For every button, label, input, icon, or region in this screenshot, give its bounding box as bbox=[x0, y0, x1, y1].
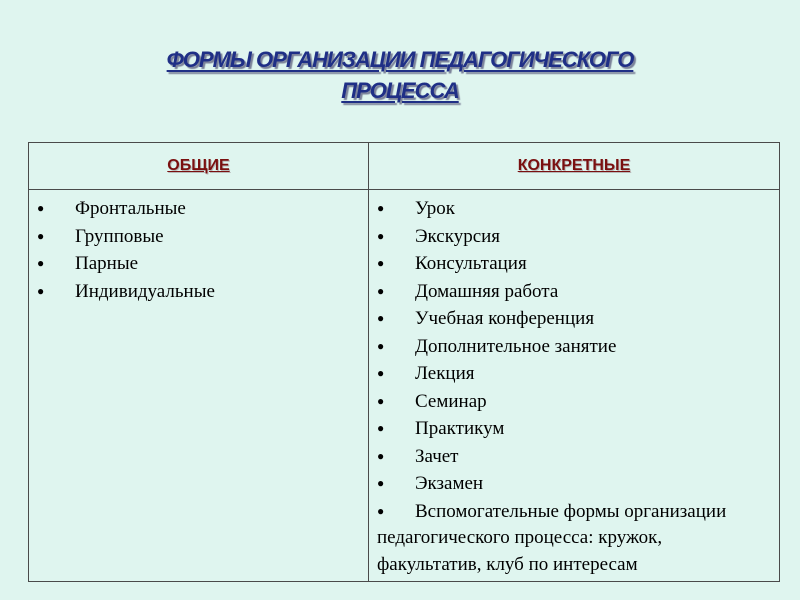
list-item bbox=[37, 195, 360, 223]
list-item bbox=[377, 195, 771, 223]
list-item bbox=[37, 223, 360, 251]
list-item bbox=[377, 498, 771, 579]
general-forms-cell bbox=[29, 190, 369, 582]
list-item-text: Урок bbox=[415, 198, 456, 219]
bullet-icon: ● bbox=[37, 283, 45, 298]
list-item-text: Практикум bbox=[415, 418, 505, 439]
bullet-icon: ● bbox=[377, 283, 385, 298]
list-item-text: Экзамен bbox=[415, 473, 484, 494]
bullet-icon: ● bbox=[377, 393, 385, 408]
list-item bbox=[377, 278, 771, 306]
list-item-text: Консультация bbox=[415, 253, 527, 274]
list-item bbox=[377, 305, 771, 333]
bullet-icon: ● bbox=[37, 201, 45, 215]
list-item bbox=[377, 443, 771, 471]
list-item-text: Фронтальные bbox=[75, 198, 186, 219]
general-forms-list bbox=[29, 190, 368, 308]
list-item-text: Дополнительное занятие bbox=[415, 335, 617, 357]
list-item bbox=[377, 360, 771, 388]
bullet-icon: ● bbox=[377, 503, 385, 518]
bullet-icon: ● bbox=[377, 256, 385, 270]
header-general: ОБЩИЕ bbox=[29, 143, 369, 190]
list-item-text: Учебная конференция bbox=[415, 308, 595, 329]
list-item-text: Групповые bbox=[75, 225, 164, 247]
list-item bbox=[377, 388, 771, 416]
list-item bbox=[37, 278, 360, 306]
list-item-text: Семинар bbox=[415, 390, 487, 412]
list-item-text: Парные bbox=[75, 253, 139, 274]
header-specific: КОНКРЕТНЫЕ bbox=[369, 143, 780, 190]
list-item bbox=[377, 223, 771, 251]
list-item bbox=[37, 250, 360, 278]
bullet-icon: ● bbox=[377, 421, 385, 435]
table-body-row bbox=[29, 190, 780, 582]
list-item-text: Зачет bbox=[415, 445, 459, 467]
list-item-text: Экскурсия bbox=[415, 225, 501, 247]
slide-title-line-1: ФОРМЫ ОРГАНИЗАЦИИ ПЕДАГОГИЧЕСКОГО bbox=[166, 47, 634, 72]
list-item-text: Индивидуальные bbox=[75, 280, 215, 302]
slide-title bbox=[0, 44, 800, 106]
bullet-icon: ● bbox=[377, 228, 385, 243]
table-header-row bbox=[29, 143, 780, 190]
list-item bbox=[377, 333, 771, 361]
forms-table bbox=[28, 142, 780, 582]
list-item-text: Домашняя работа bbox=[415, 280, 559, 302]
bullet-icon: ● bbox=[377, 448, 385, 463]
list-item bbox=[377, 250, 771, 278]
bullet-icon: ● bbox=[37, 228, 45, 243]
specific-forms-list bbox=[369, 190, 779, 581]
list-item bbox=[377, 415, 771, 443]
list-item-text: Лекция bbox=[415, 363, 475, 384]
slide-title-line-2: ПРОЦЕССА bbox=[341, 78, 459, 103]
bullet-icon: ● bbox=[377, 476, 385, 490]
list-item-text: Вспомогательные формы организации педагогического процесса: кружок, факультатив, клуб по интересам bbox=[377, 500, 727, 575]
bullet-icon: ● bbox=[377, 366, 385, 380]
specific-forms-cell bbox=[369, 190, 780, 582]
list-item bbox=[377, 470, 771, 498]
bullet-icon: ● bbox=[377, 311, 385, 325]
bullet-icon: ● bbox=[377, 201, 385, 215]
bullet-icon: ● bbox=[377, 338, 385, 353]
bullet-icon: ● bbox=[37, 256, 45, 270]
